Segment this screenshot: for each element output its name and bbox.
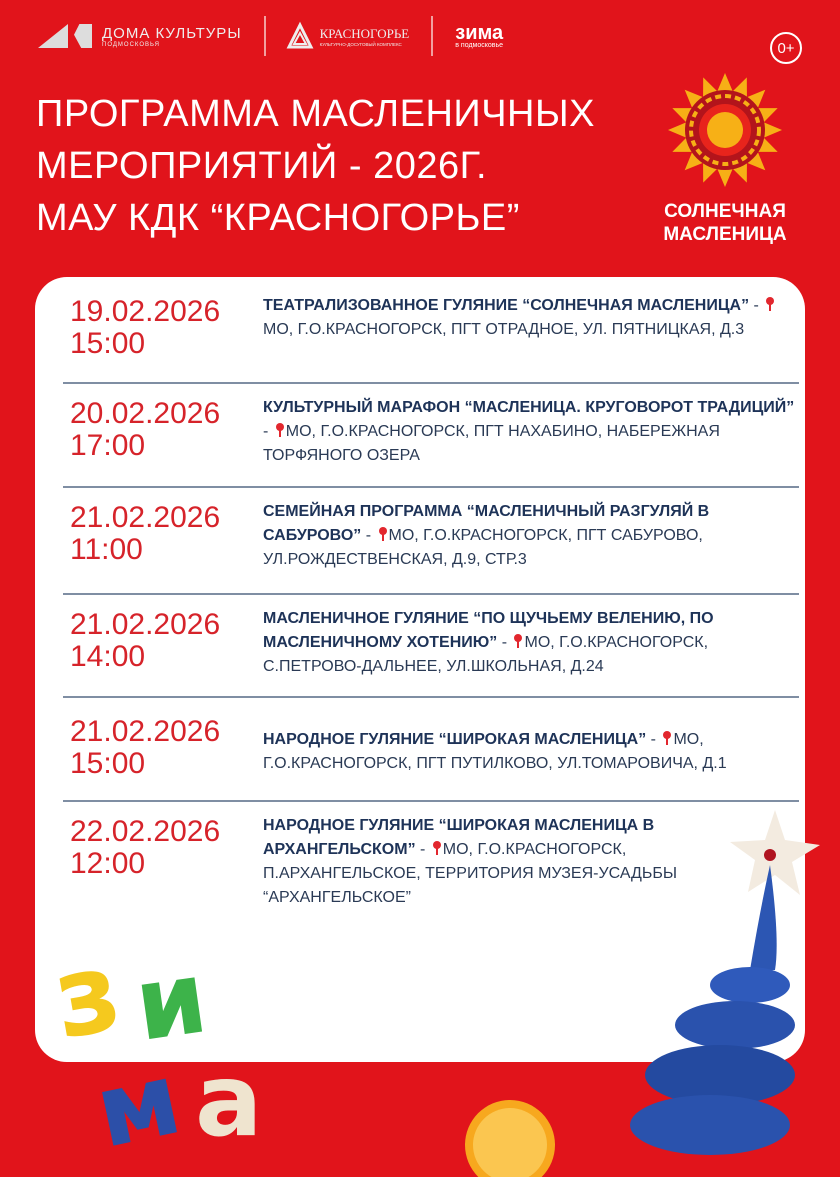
logo-krasnogorye [288, 24, 410, 48]
event-name: МАСЛЕНИЧНОЕ ГУЛЯНИЕ “ПО ЩУЧЬЕМУ ВЕЛЕНИЮ, ПО МАСЛЕНИЧНОМУ ХОТЕНИЮ” [263, 610, 714, 651]
title-line: МЕРОПРИЯТИЙ - 2026Г. [36, 145, 488, 187]
event-row [63, 496, 799, 595]
event-description: КУЛЬТУРНЫЙ МАРАФОН “МАСЛЕНИЦА. КРУГОВОРОТ ТРАДИЦИЙ” - МО, Г.О.КРАСНОГОРСК, ПГТ НАХАБИНО, НАБЕРЕЖНАЯ ТОРФЯНОГО ОЗЕРА [263, 399, 795, 464]
event-date: 22.02.2026 [70, 815, 221, 848]
event-date: 20.02.2026 [70, 397, 221, 430]
festival-line: МАСЛЕНИЦА [663, 224, 787, 245]
zima-letters-icon [44, 926, 315, 1171]
location-pin-icon [379, 527, 387, 541]
page-title [36, 88, 595, 244]
event-description: НАРОДНОЕ ГУЛЯНИЕ “ШИРОКАЯ МАСЛЕНИЦА В АРХАНГЕЛЬСКОМ” - МО, Г.О.КРАСНОГОРСК, П.АРХАНГЕЛЬСКОЕ, ТЕРРИТОРИЯ МУЗЕЯ-УСАДЬБЫ “АРХАНГЕЛЬСКОЕ” [263, 817, 678, 906]
triangle-logo-icon [288, 24, 312, 48]
location-pin-icon [663, 731, 671, 745]
event-location: МО, Г.О.КРАСНОГОРСК, ПГТ ОТРАДНОЕ, УЛ. ПЯТНИЦКАЯ, Д.3 [263, 321, 745, 338]
location-pin-icon [433, 841, 441, 855]
logo-doma-kultury [38, 24, 242, 48]
event-name: НАРОДНОЕ ГУЛЯНИЕ “ШИРОКАЯ МАСЛЕНИЦА” [263, 731, 647, 748]
event-time: 17:00 [70, 429, 146, 462]
logo1-subtitle: ПОДМОСКОВЬЯ [102, 41, 161, 48]
orange-slice-icon [455, 1090, 565, 1177]
event-location: МО, Г.О.КРАСНОГОРСК, С.ПЕТРОВО-ДАЛЬНЕЕ, УЛ.ШКОЛЬНАЯ, Д.24 [263, 634, 709, 675]
festival-name [640, 200, 810, 246]
logo2-title: КРАСНОГОРЬЕ [319, 25, 410, 41]
event-datetime [63, 603, 263, 696]
event-description: НАРОДНОЕ ГУЛЯНИЕ “ШИРОКАЯ МАСЛЕНИЦА” - МО, Г.О.КРАСНОГОРСК, ПГТ ПУТИЛКОВО, УЛ.ТОМАРОВИЧА, Д.1 [263, 731, 727, 772]
svg-text:и: и [128, 938, 214, 1064]
header-logos [38, 14, 503, 58]
event-row [63, 603, 799, 698]
event-location: МО, Г.О.КРАСНОГОРСК, П.АРХАНГЕЛЬСКОЕ, ТЕРРИТОРИЯ МУЗЕЯ-УСАДЬБЫ “АРХАНГЕЛЬСКОЕ” [263, 841, 678, 906]
logo2-subtitle: КУЛЬТУРНО-ДОСУГОВЫЙ КОМПЛЕКС [319, 41, 402, 47]
location-pin-icon [766, 297, 774, 311]
event-row [63, 290, 799, 384]
event-datetime [63, 810, 263, 920]
event-description: СЕМЕЙНАЯ ПРОГРАММА “МАСЛЕНИЧНЫЙ РАЗГУЛЯЙ В САБУРОВО” - МО, Г.О.КРАСНОГОРСК, ПГТ САБУРОВО, УЛ.РОЖДЕСТВЕНСКАЯ, Д.9, СТР.3 [263, 503, 710, 568]
location-pin-icon [276, 423, 284, 437]
svg-text:а: а [195, 1042, 263, 1159]
title-line: ПРОГРАММА МАСЛЕНИЧНЫХ [36, 93, 595, 135]
christmas-tree-icon [630, 800, 830, 1160]
sun-ray [717, 168, 733, 187]
event-location: МО, Г.О.КРАСНОГОРСК, ПГТ ПУТИЛКОВО, УЛ.ТОМАРОВИЧА, Д.1 [263, 731, 727, 772]
event-date: 21.02.2026 [70, 715, 221, 748]
zima-3d-letters [44, 926, 315, 1171]
title-line: МАУ КДК “КРАСНОГОРЬЕ” [36, 197, 520, 239]
event-time: 11:00 [70, 533, 143, 566]
event-description: МАСЛЕНИЧНОЕ ГУЛЯНИЕ “ПО ЩУЧЬЕМУ ВЕЛЕНИЮ, ПО МАСЛЕНИЧНОМУ ХОТЕНИЮ” - МО, Г.О.КРАСНОГОРСК, С.ПЕТРОВО-ДАЛЬНЕЕ, УЛ.ШКОЛЬНАЯ, Д.24 [263, 610, 714, 675]
event-time: 12:00 [70, 847, 146, 880]
sun-ray [717, 73, 733, 92]
event-datetime [63, 392, 263, 486]
svg-text:м: м [85, 1039, 191, 1171]
logo-zima [455, 21, 504, 49]
event-time: 15:00 [70, 327, 146, 360]
sun-logo-icon [667, 72, 783, 188]
event-location: МО, Г.О.КРАСНОГОРСК, ПГТ САБУРОВО, УЛ.РОЖДЕСТВЕНСКАЯ, Д.9, СТР.3 [263, 527, 703, 568]
event-name: КУЛЬТУРНЫЙ МАРАФОН “МАСЛЕНИЦА. КРУГОВОРОТ ТРАДИЦИЙ” [263, 399, 795, 416]
event-name: НАРОДНОЕ ГУЛЯНИЕ “ШИРОКАЯ МАСЛЕНИЦА В АРХАНГЕЛЬСКОМ” [263, 817, 655, 858]
event-datetime [63, 290, 263, 382]
event-row [63, 392, 799, 488]
event-time: 15:00 [70, 747, 146, 780]
divider [431, 16, 433, 56]
event-datetime [63, 706, 263, 800]
sun-ray [668, 122, 687, 138]
doma-kultury-logo-icon [38, 24, 94, 48]
festival-line: СОЛНЕЧНАЯ [664, 201, 786, 222]
event-time: 14:00 [70, 640, 146, 673]
age-rating-badge: 0+ [770, 32, 802, 64]
event-description: ТЕАТРАЛИЗОВАННОЕ ГУЛЯНИЕ “СОЛНЕЧНАЯ МАСЛЕНИЦА” - МО, Г.О.КРАСНОГОРСК, ПГТ ОТРАДНОЕ, УЛ. ПЯТНИЦКАЯ, Д.3 [263, 290, 799, 382]
event-date: 19.02.2026 [70, 295, 221, 328]
logo1-title: ДОМА КУЛЬТУРЫ [102, 24, 242, 42]
sun-ray [763, 122, 782, 138]
event-name: ТЕАТРАЛИЗОВАННОЕ ГУЛЯНИЕ “СОЛНЕЧНАЯ МАСЛЕНИЦА” [263, 297, 750, 314]
svg-text:з: з [44, 926, 130, 1064]
event-date: 21.02.2026 [70, 608, 221, 641]
divider [264, 16, 266, 56]
logo3-title: зима [455, 21, 504, 44]
location-pin-icon [514, 634, 522, 648]
event-date: 21.02.2026 [70, 501, 221, 534]
event-datetime [63, 496, 263, 593]
event-name: СЕМЕЙНАЯ ПРОГРАММА “МАСЛЕНИЧНЫЙ РАЗГУЛЯЙ В САБУРОВО” [263, 503, 710, 544]
event-row [63, 706, 799, 802]
logo3-subtitle: в подмосковье [455, 41, 504, 49]
event-location: МО, Г.О.КРАСНОГОРСК, ПГТ НАХАБИНО, НАБЕРЕЖНАЯ ТОРФЯНОГО ОЗЕРА [263, 423, 720, 464]
